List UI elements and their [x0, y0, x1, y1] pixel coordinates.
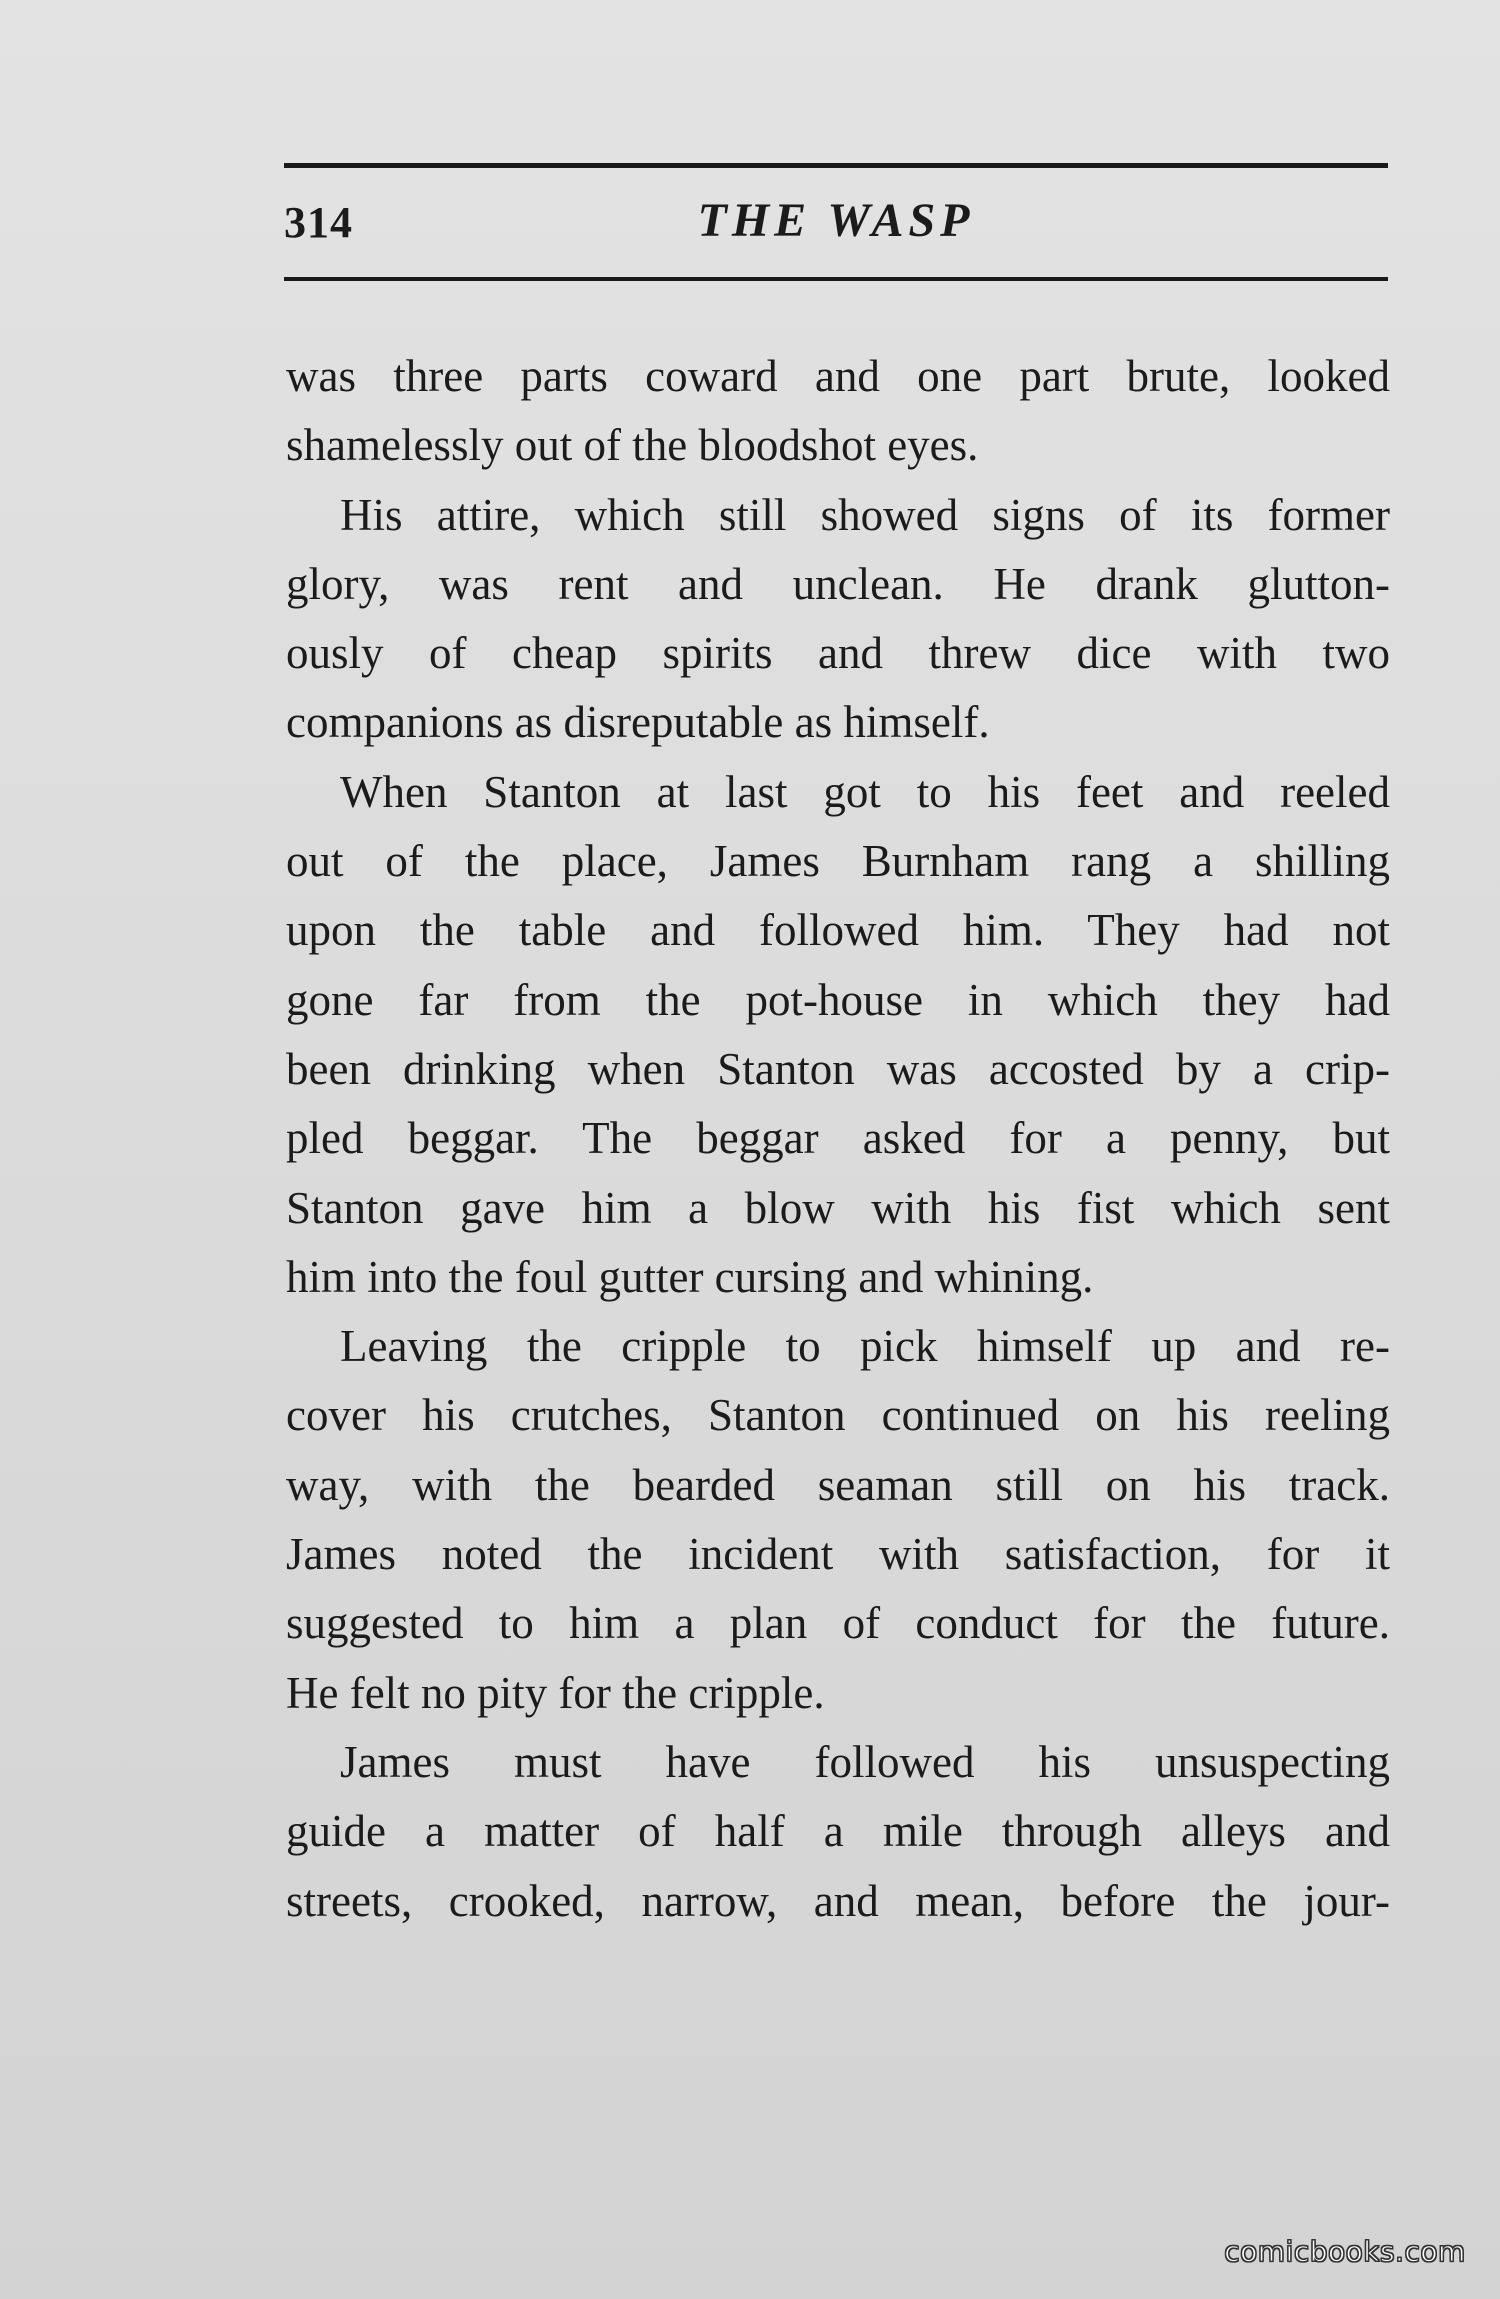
text-line: way, with the bearded seaman still on his track.	[286, 1459, 1390, 1510]
text-line: pled beggar. The beggar asked for a penny, but	[286, 1113, 1390, 1164]
text-line: companions as disreputable as himself.	[286, 697, 990, 748]
text-line: suggested to him a plan of conduct for the future.	[286, 1598, 1390, 1649]
text-line: glory, was rent and unclean. He drank glutton-	[286, 558, 1390, 609]
text-line: guide a matter of half a mile through alleys and	[286, 1806, 1390, 1857]
text-line: He felt no pity for the cripple.	[286, 1667, 825, 1718]
book-title: THE WASP	[697, 194, 975, 247]
text-line: been drinking when Stanton was accosted by a crip-	[286, 1043, 1390, 1094]
header-top-rule	[284, 163, 1388, 168]
text-line: ously of cheap spirits and threw dice with two	[286, 628, 1390, 679]
text-line: Leaving the cripple to pick himself up and re-	[340, 1321, 1390, 1372]
text-line: him into the foul gutter cursing and whining.	[286, 1251, 1094, 1302]
watermark: comicbooks.com	[1224, 2235, 1466, 2268]
text-line: upon the table and followed him. They had not	[286, 905, 1390, 956]
text-line: was three parts coward and one part brute, looked	[286, 351, 1390, 401]
text-line: James noted the incident with satisfaction, for it	[286, 1529, 1390, 1580]
text-line: streets, crooked, narrow, and mean, before the jour-	[286, 1875, 1390, 1926]
text-line: out of the place, James Burnham rang a shilling	[286, 836, 1390, 887]
body-text	[286, 342, 1390, 1936]
text-line: James must have followed his unsuspecting	[340, 1736, 1390, 1787]
page-number: 314	[284, 198, 353, 247]
text-line: cover his crutches, Stanton continued on his reeling	[286, 1390, 1390, 1441]
text-line: shamelessly out of the bloodshot eyes.	[286, 420, 979, 471]
text-line: Stanton gave him a blow with his fist which sent	[286, 1182, 1390, 1233]
running-head	[284, 193, 1388, 257]
text-line: When Stanton at last got to his feet and reeled	[340, 766, 1390, 817]
header-bottom-rule	[284, 277, 1388, 281]
text-line: gone far from the pot-house in which they had	[286, 974, 1390, 1025]
text-line: His attire, which still showed signs of its former	[340, 489, 1390, 540]
